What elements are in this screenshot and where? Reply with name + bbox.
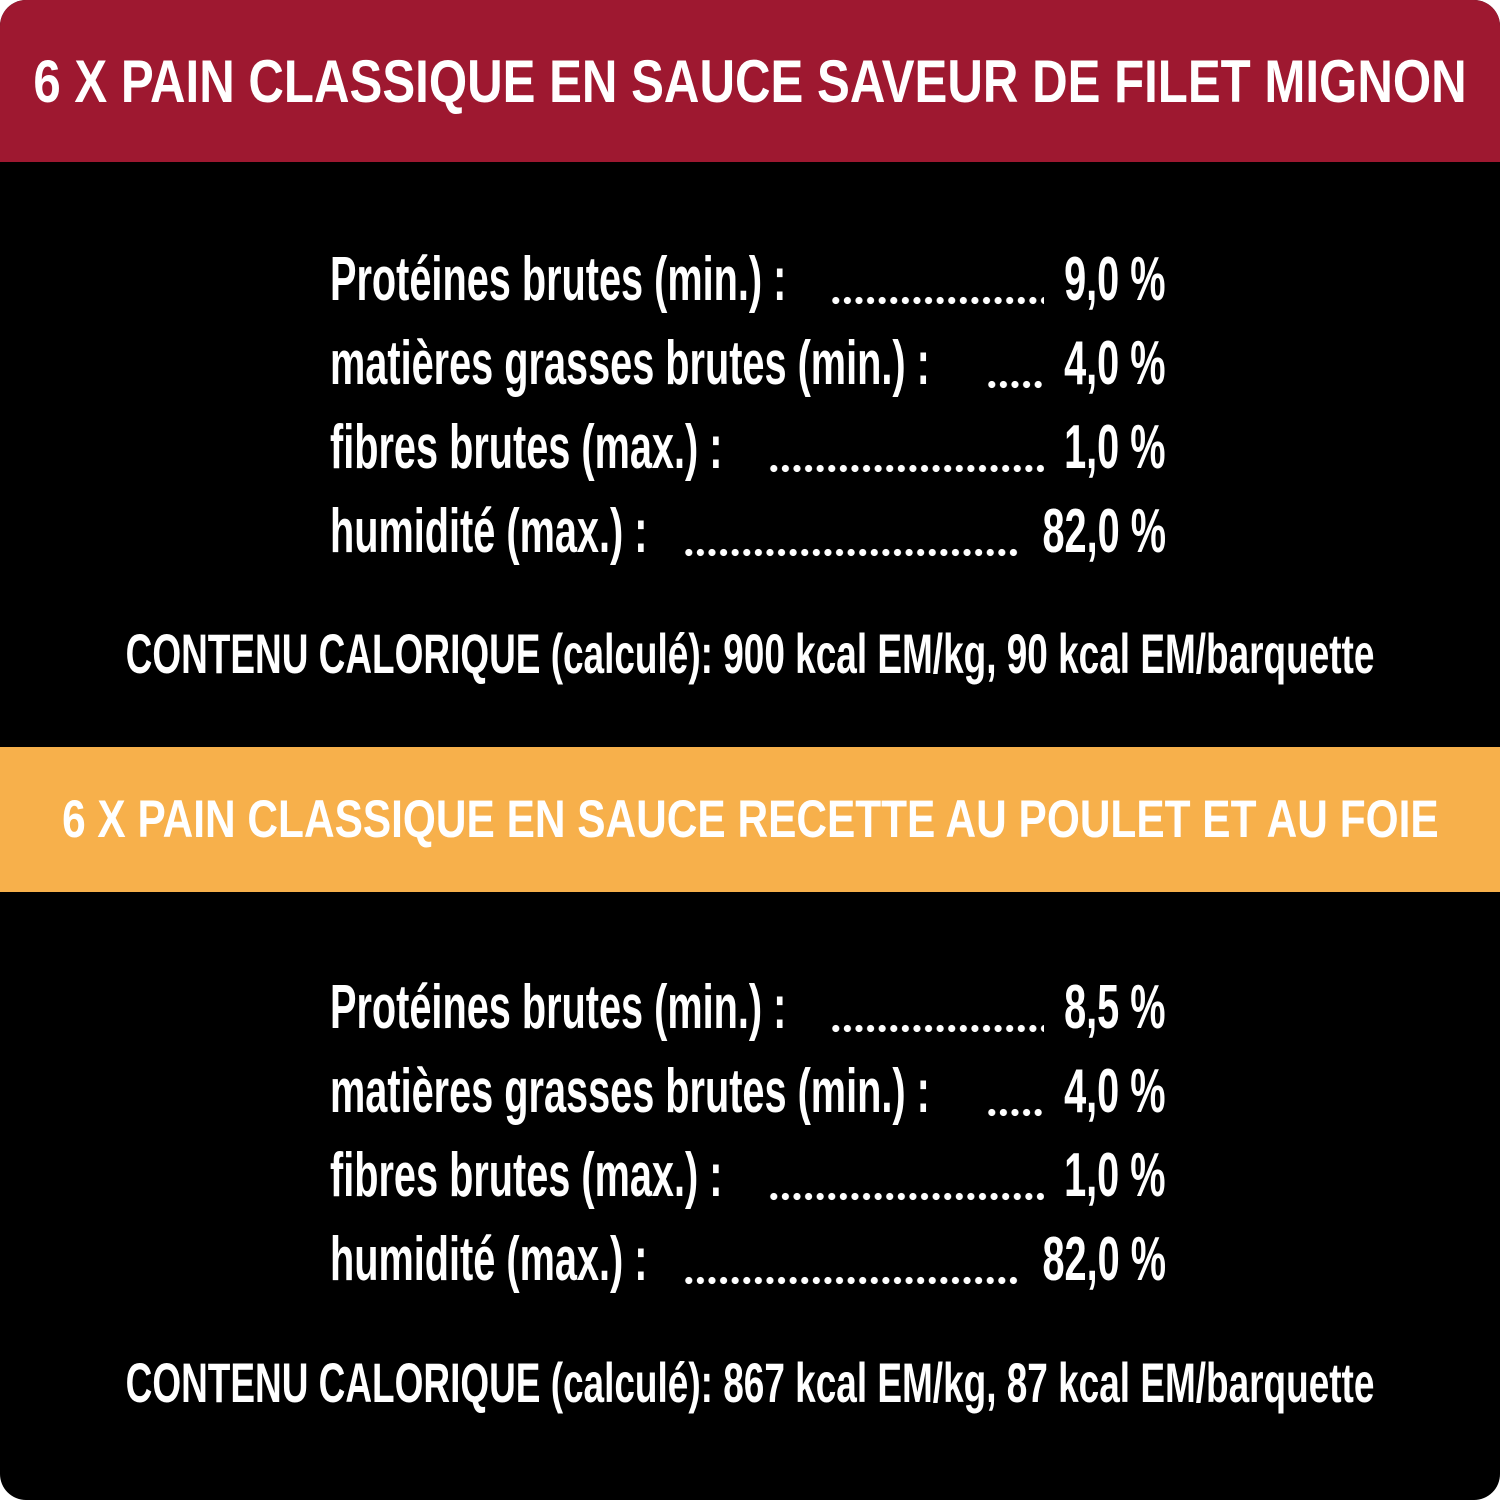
product-2-guaranteed-analysis xyxy=(330,965,1166,1301)
calorie-text: CONTENU CALORIQUE (calculé): 867 kcal EM/kg, 87 kcal EM/barquette xyxy=(125,1350,1375,1414)
analysis-value: 9,0 % xyxy=(1064,244,1166,314)
dot-leader xyxy=(830,296,1044,305)
analysis-value: 1,0 % xyxy=(1064,1140,1166,1210)
analysis-label: Protéines brutes (min.) : xyxy=(330,972,787,1042)
product-1-calorie-content xyxy=(0,618,1500,688)
analysis-value: 4,0 % xyxy=(1064,1056,1166,1126)
analysis-row-fiber xyxy=(330,405,1166,489)
analysis-value: 82,0 % xyxy=(1042,1224,1166,1294)
calorie-text: CONTENU CALORIQUE (calculé): 900 kcal EM/kg, 90 kcal EM/barquette xyxy=(125,621,1375,685)
product-1-guaranteed-analysis xyxy=(330,237,1166,573)
dot-leader xyxy=(986,1108,1044,1117)
product-2-calorie-content xyxy=(0,1347,1500,1417)
analysis-value: 1,0 % xyxy=(1064,412,1166,482)
analysis-value: 82,0 % xyxy=(1042,496,1166,566)
analysis-row-moisture xyxy=(330,1217,1166,1301)
dot-leader xyxy=(830,1024,1044,1033)
product-2-title-banner xyxy=(0,747,1500,892)
product-1-title: 6 X PAIN CLASSIQUE EN SAUCE SAVEUR DE FILET MIGNON xyxy=(33,47,1467,115)
analysis-label: matières grasses brutes (min.) : xyxy=(330,328,930,398)
analysis-row-moisture xyxy=(330,489,1166,573)
product-1-title-banner xyxy=(0,0,1500,162)
dot-leader xyxy=(683,548,1020,557)
dot-leader xyxy=(768,464,1044,473)
analysis-row-protein xyxy=(330,965,1166,1049)
product-2-title: 6 X PAIN CLASSIQUE EN SAUCE RECETTE AU POULET ET AU FOIE xyxy=(61,790,1439,849)
analysis-label: Protéines brutes (min.) : xyxy=(330,244,787,314)
analysis-row-fiber xyxy=(330,1133,1166,1217)
analysis-row-fat xyxy=(330,1049,1166,1133)
analysis-row-fat xyxy=(330,321,1166,405)
analysis-label: fibres brutes (max.) : xyxy=(330,1140,723,1210)
analysis-value: 8,5 % xyxy=(1064,972,1166,1042)
analysis-label: matières grasses brutes (min.) : xyxy=(330,1056,930,1126)
analysis-value: 4,0 % xyxy=(1064,328,1166,398)
analysis-label: fibres brutes (max.) : xyxy=(330,412,723,482)
analysis-row-protein xyxy=(330,237,1166,321)
dot-leader xyxy=(768,1192,1044,1201)
analysis-label: humidité (max.) : xyxy=(330,1224,648,1294)
dot-leader xyxy=(986,380,1044,389)
dot-leader xyxy=(683,1276,1020,1285)
analysis-label: humidité (max.) : xyxy=(330,496,648,566)
